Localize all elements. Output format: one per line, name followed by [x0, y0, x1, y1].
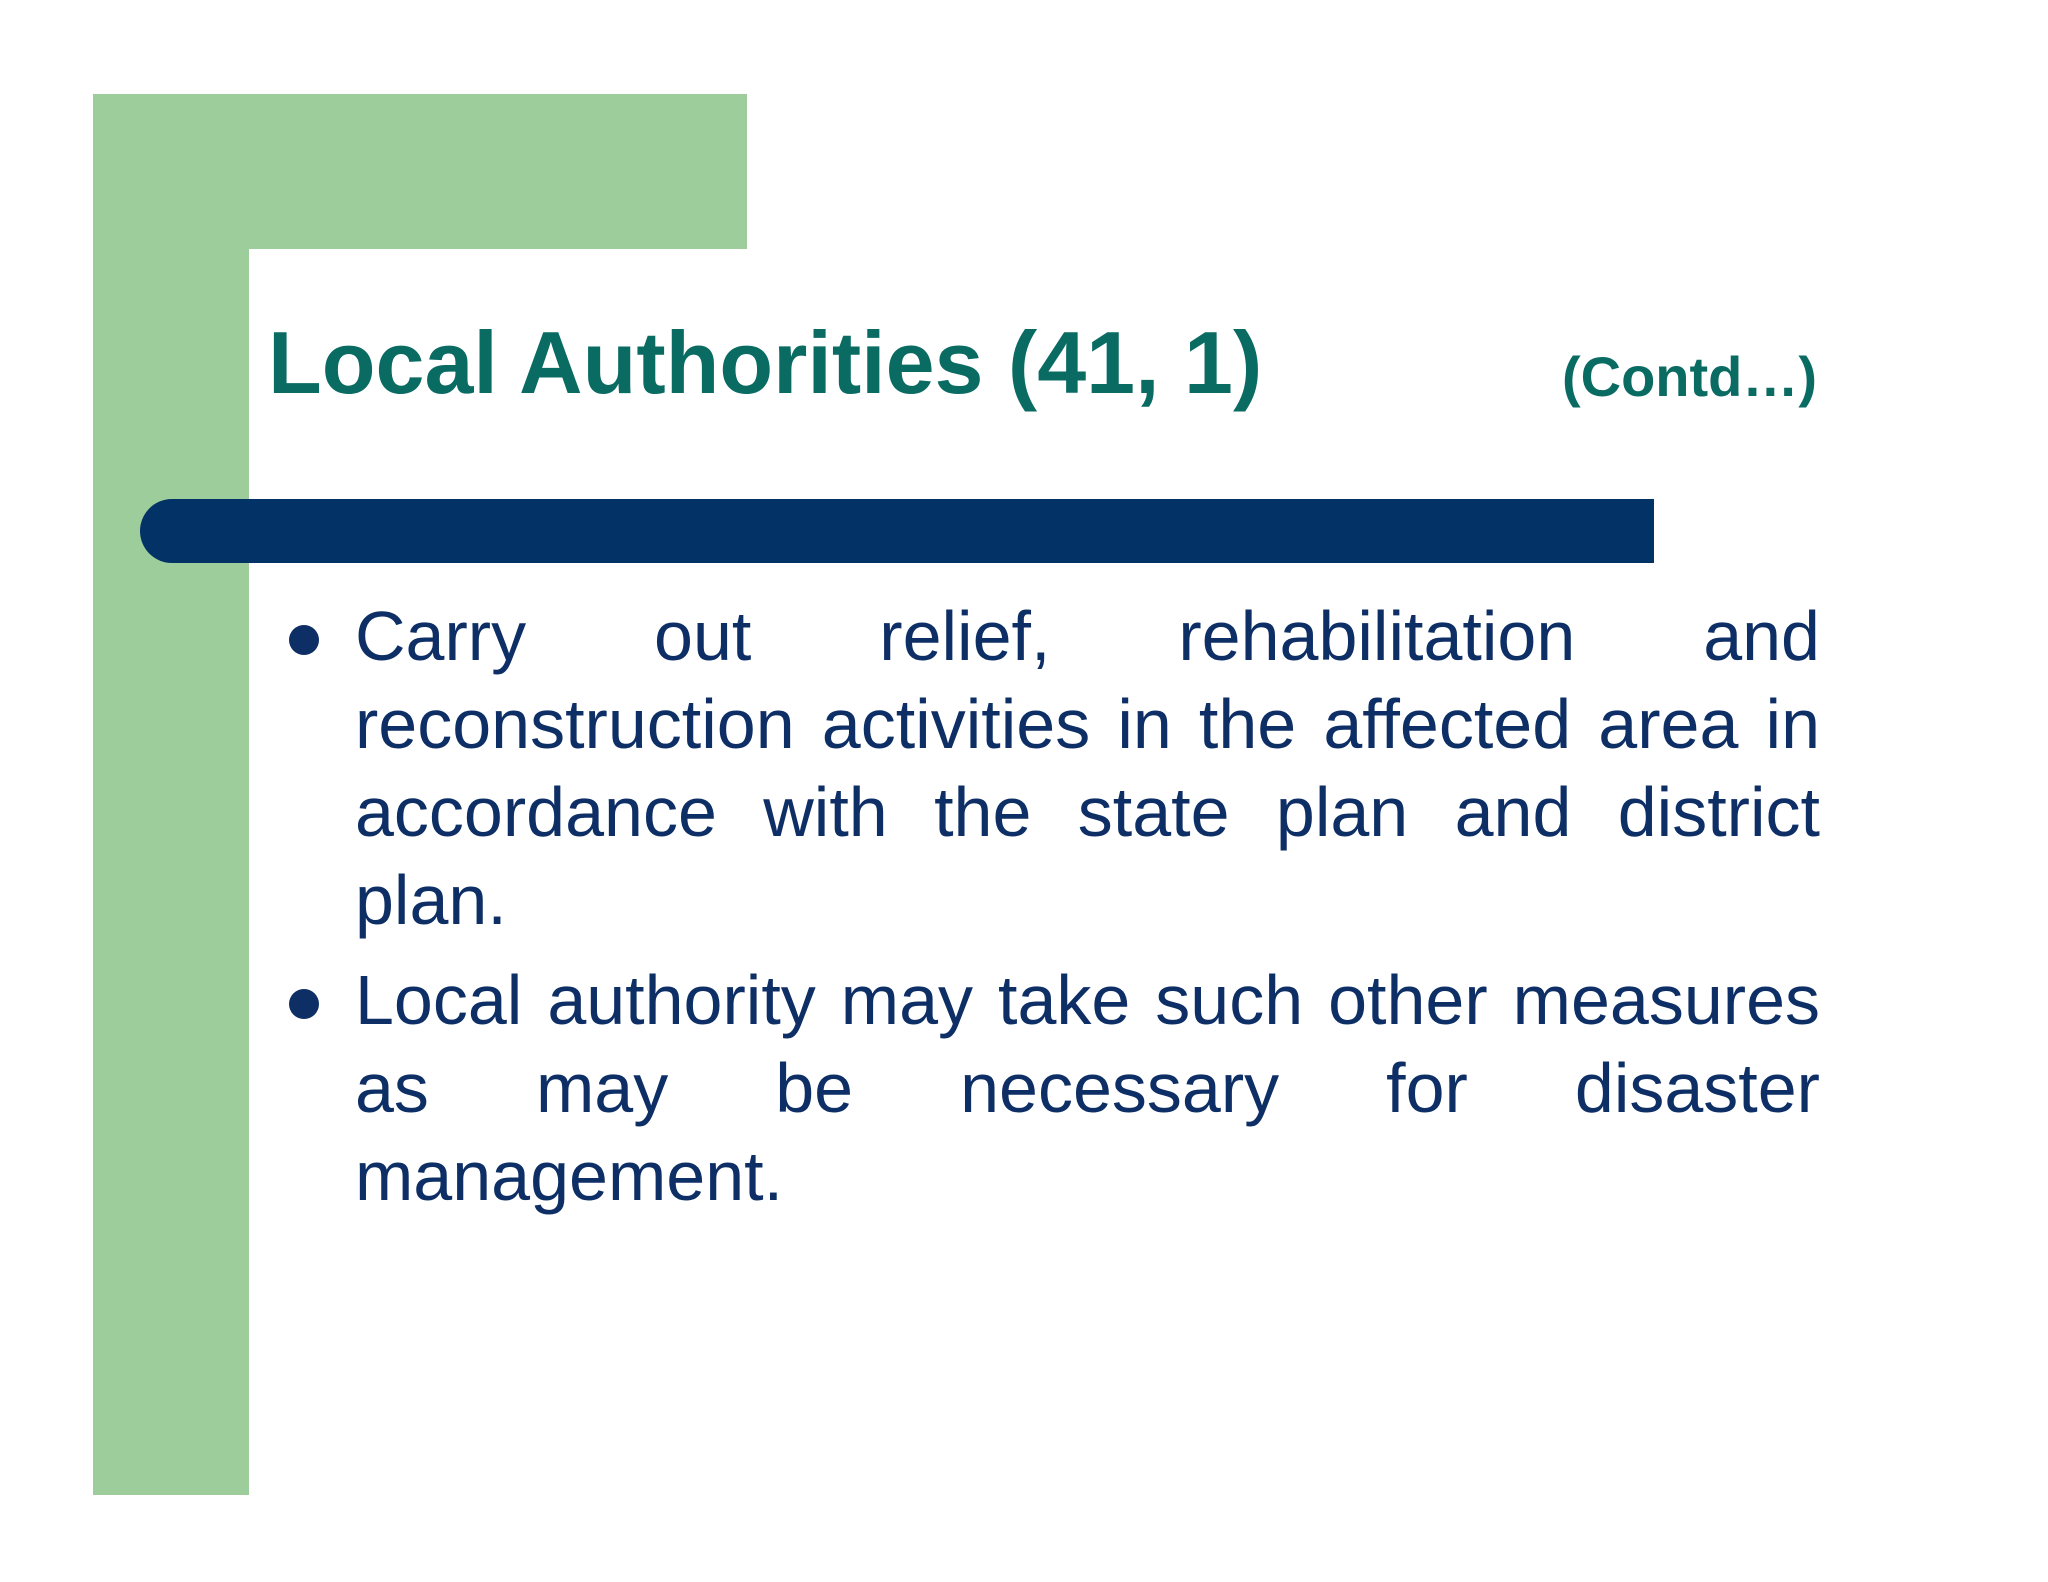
bullet-text: Local authority may take such other measures as may be necessary for disaster management. [355, 961, 1820, 1215]
green-decoration-side [93, 94, 249, 1495]
bullet-dot-icon [289, 989, 319, 1019]
bullet-list [355, 592, 1820, 1232]
bullet-dot-icon [289, 625, 319, 655]
slide-subtitle: (Contd…) [1562, 345, 1818, 408]
bullet-item [355, 956, 1820, 1220]
bullet-text: Carry out relief, rehabilitation and reconstruction activities in the affected area in accordance with the state plan and district plan. [355, 597, 1820, 939]
title-divider-bar [140, 499, 1654, 563]
bullet-item [355, 592, 1820, 944]
slide-title: Local Authorities (41, 1) [268, 313, 1263, 412]
